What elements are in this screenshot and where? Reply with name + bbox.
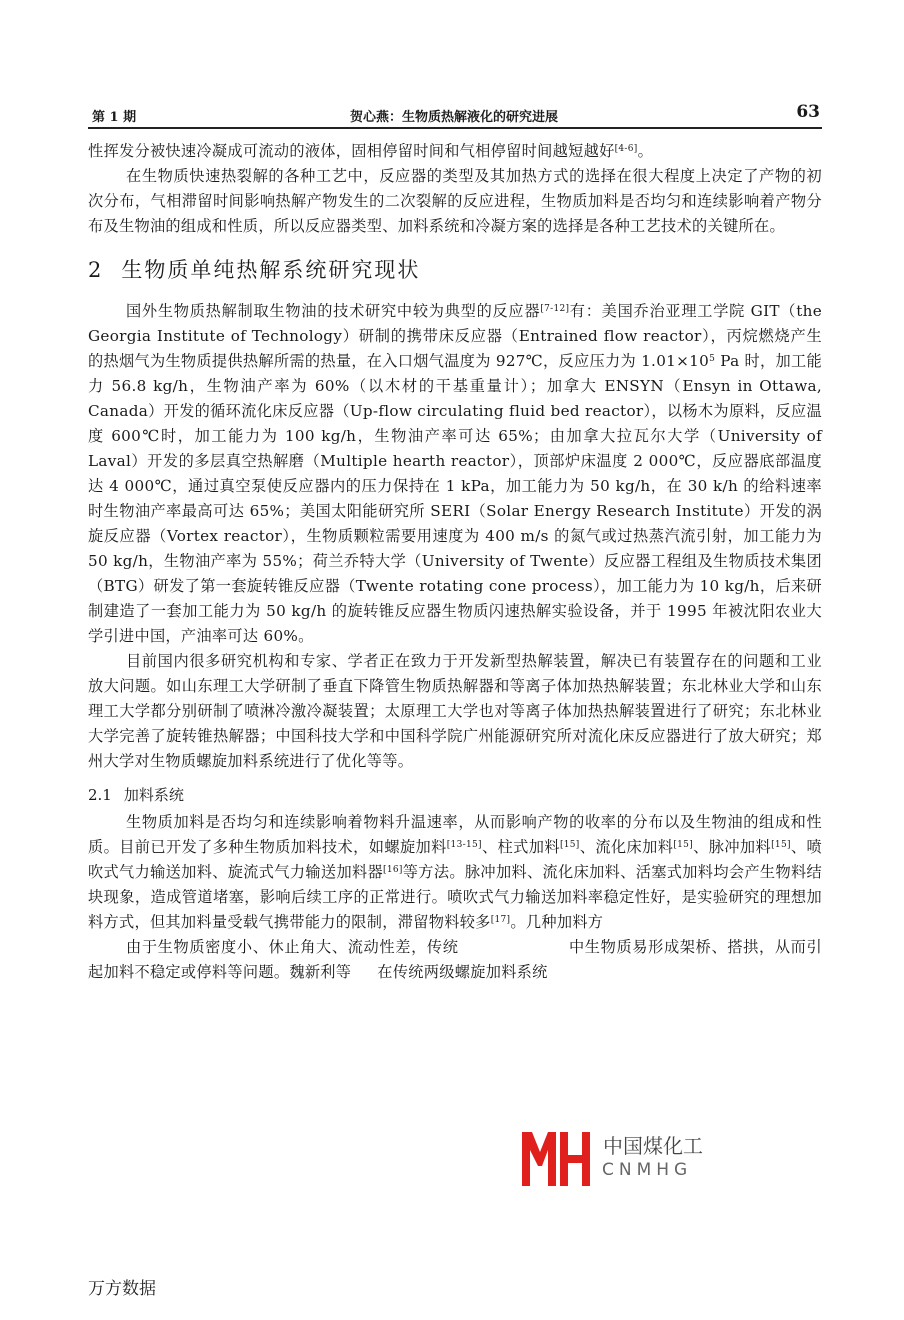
issue-label: 第 1 期 bbox=[92, 110, 137, 125]
paragraph: 由于生物质密度小、休止角大、流动性差，传统 中生物质易形成架桥、搭拱，从而引起加料不稳定或停料等问题。魏新利等 在传统两级螺旋加料系统 bbox=[88, 938, 822, 981]
paragraph: 在生物质快速热裂解的各种工艺中，反应器的类型及其加热方式的选择在很大程度上决定了产物的初次分布，气相滞留时间影响热解产物发生的二次裂解的反应进程，生物质加料是否均匀和连续影响着产物分布及生物油的组成和性质，所以反应器类型、加料系统和冷凝方案的选择是各种工艺技术的关键所在。 bbox=[88, 167, 822, 235]
paragraph: 生物质加料是否均匀和连续影响着物料升温速率，从而影响产物的收率的分布以及生物油的组成和性质。目前已开发了多种生物质加料技术，如螺旋加料[13-15]、柱式加料[15]、流化床加料[15]、脉冲加料[15]、喷吹式气力输送加料、旋流式气力输送加料器[16]等方法。脉冲加料、流化床加料、活塞式加料均会产生物料结块现象，造成管道堵塞，影响后续工序的正常进行。喷吹式气力输送加料率稳定性好，是实验研究的理想加料方式，但其加料量受载气携带能力的限制，滞留物料较多[17]。几种加料方 bbox=[88, 813, 823, 931]
citation: [15] bbox=[771, 840, 791, 850]
citation: [17] bbox=[490, 915, 511, 925]
subsection-heading: 2.1 加料系统 bbox=[88, 786, 184, 804]
running-title: 贺心燕：生物质热解液化的研究进展 bbox=[350, 110, 559, 125]
page-number: 63 bbox=[796, 102, 820, 122]
section-heading: 2 生物质单纯热解系统研究现状 bbox=[88, 258, 421, 282]
header-rule bbox=[88, 127, 822, 129]
running-header bbox=[92, 102, 820, 126]
paragraph: 性挥发分被快速冷凝成可流动的液体，固相停留时间和气相停留时间越短越好[4-6]。 bbox=[88, 142, 654, 160]
watermark-logo bbox=[520, 1128, 720, 1190]
watermark-text-en: CNMHG bbox=[602, 1160, 693, 1180]
citation: [13-15] bbox=[446, 840, 482, 850]
paragraph: 国外生物质热解制取生物油的技术研究中较为典型的反应器[7-12]有：美国乔治亚理工学院 GIT（the Georgia Institute of Technology）研制的携带床反应器（Entrained flow reactor），丙烷燃烧产生的热烟气为生物质提供热解所需的热量，在入口烟气温度为 927℃，反应压力为 $1.01\times 10^5$ Pa 时，加工能力 56.8 kg/h，生物油产率为 60%（以木材的干基重量计）；加拿大 ENSYN（Ensyn in Ottawa, Canada）开发的循环流化床反应器（Up-flow circulating fluid bed reactor），以杨木为原料，反应温度 600℃时，加工能力为 100 kg/h，生物油产率可达 65%；由加拿大拉瓦尔大学（University of Laval）开发的多层真空热解磨（Multiple hearth reactor），顶部炉床温度 2 000℃，反应器底部温度达 4 000℃，通过真空泵使反应器内的压力保持在 1 kPa，加工能力为 50 kg/h，在 30 k/h 的给料速率时生物油产率最高可达 65%；美国太阳能研究所 SERI（Solar Energy Research Institute）开发的涡旋反应器（Vortex reactor），生物质颗粒需要用速度为 400 m/s 的氮气或过热蒸汽流引射，加工能力为 50 kg/h，生物油产率为 55%；荷兰乔特大学（University of Twente）反应器工程组及生物质技术集团（BTG）研发了第一套旋转锥反应器（Twente rotating cone process），加工能力为 10 kg/h，后来研制建造了一套加工能力为 50 kg/h 的旋转锥反应器生物质闪速热解实验设备，并于 1995 年被沈阳农业大学引进中国，产油率可达 60%。 bbox=[88, 302, 823, 645]
citation: [15] bbox=[559, 840, 580, 850]
article-body bbox=[88, 139, 822, 985]
citation: [16] bbox=[383, 865, 403, 875]
watermark-text-cn: 中国煤化工 bbox=[600, 1130, 706, 1159]
footer-source: 万方数据 bbox=[88, 1279, 156, 1299]
citation: [4-6] bbox=[614, 144, 638, 154]
paragraph: 目前国内很多研究机构和专家、学者正在致力于开发新型热解装置，解决已有装置存在的问题和工业放大问题。如山东理工大学研制了垂直下降管生物质热解器和等离子体加热热解装置；东北林业大学和山东理工大学都分别研制了喷淋冷激冷凝装置；太原理工大学也对等离子体加热热解装置进行了研究；东北林业大学完善了旋转锥热解器；中国科技大学和中国科学院广州能源研究所对流化床反应器进行了放大研究；郑州大学对生物质螺旋加料系统进行了优化等等。 bbox=[88, 652, 822, 770]
cnmhg-logo-icon bbox=[520, 1128, 592, 1190]
exponent: 5 bbox=[709, 354, 716, 364]
citation: [7-12] bbox=[540, 304, 570, 314]
citation: [15] bbox=[673, 840, 694, 850]
